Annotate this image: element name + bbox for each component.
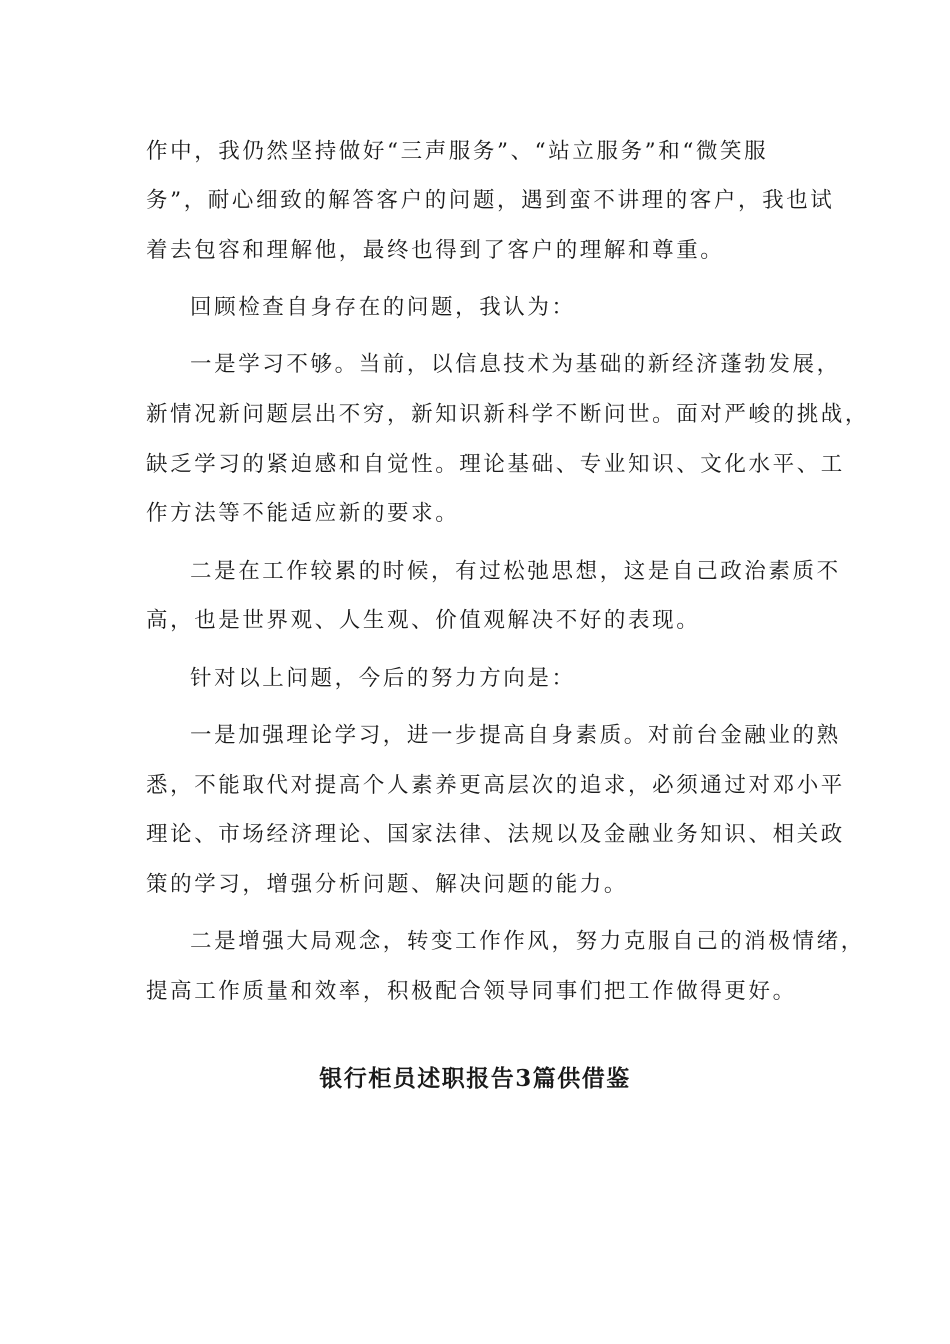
text-line: 高，也是世界观、人生观、价值观解决不好的表现。 — [146, 608, 701, 633]
text-line: 提高工作质量和效率，积极配合领导同事们把工作做得更好。 — [146, 979, 797, 1004]
text-line: 悉，不能取代对提高个人素养更高层次的追求，必须通过对邓小平 — [146, 773, 845, 798]
text-line: 二是增强大局观念，转变工作作风，努力克服自己的消极情绪， — [190, 929, 865, 954]
text-line: 一是学习不够。当前，以信息技术为基础的新经济蓬勃发展， — [190, 352, 841, 377]
text-line: 作中，我仍然坚持做好“三声服务”、“站立服务”和“微笑服 — [146, 139, 769, 164]
text-line: 回顾检查自身存在的问题，我认为： — [190, 295, 576, 320]
text-line: 二是在工作较累的时候，有过松弛思想，这是自己政治素质不 — [190, 559, 841, 584]
text-line: 务”，耐心细致的解答客户的问题，遇到蛮不讲理的客户，我也试 — [146, 188, 835, 213]
text-line: 着去包容和理解他，最终也得到了客户的理解和尊重。 — [146, 238, 725, 263]
text-line: 理论、市场经济理论、国家法律、法规以及金融业务知识、相关政 — [146, 822, 845, 847]
text-line: 新情况新问题层出不穷，新知识新科学不断问世。面对严峻的挑战， — [146, 402, 870, 427]
section-title: 银行柜员述职报告3篇供借鉴 — [319, 1065, 631, 1092]
text-line: 作方法等不能适应新的要求。 — [146, 501, 460, 526]
text-line: 策的学习，增强分析问题、解决问题的能力。 — [146, 872, 629, 897]
text-line: 针对以上问题，今后的努力方向是： — [190, 666, 576, 691]
text-line: 缺乏学习的紧迫感和自觉性。理论基础、专业知识、文化水平、工 — [146, 452, 845, 477]
text-line: 一是加强理论学习，进一步提高自身素质。对前台金融业的熟 — [190, 723, 841, 748]
